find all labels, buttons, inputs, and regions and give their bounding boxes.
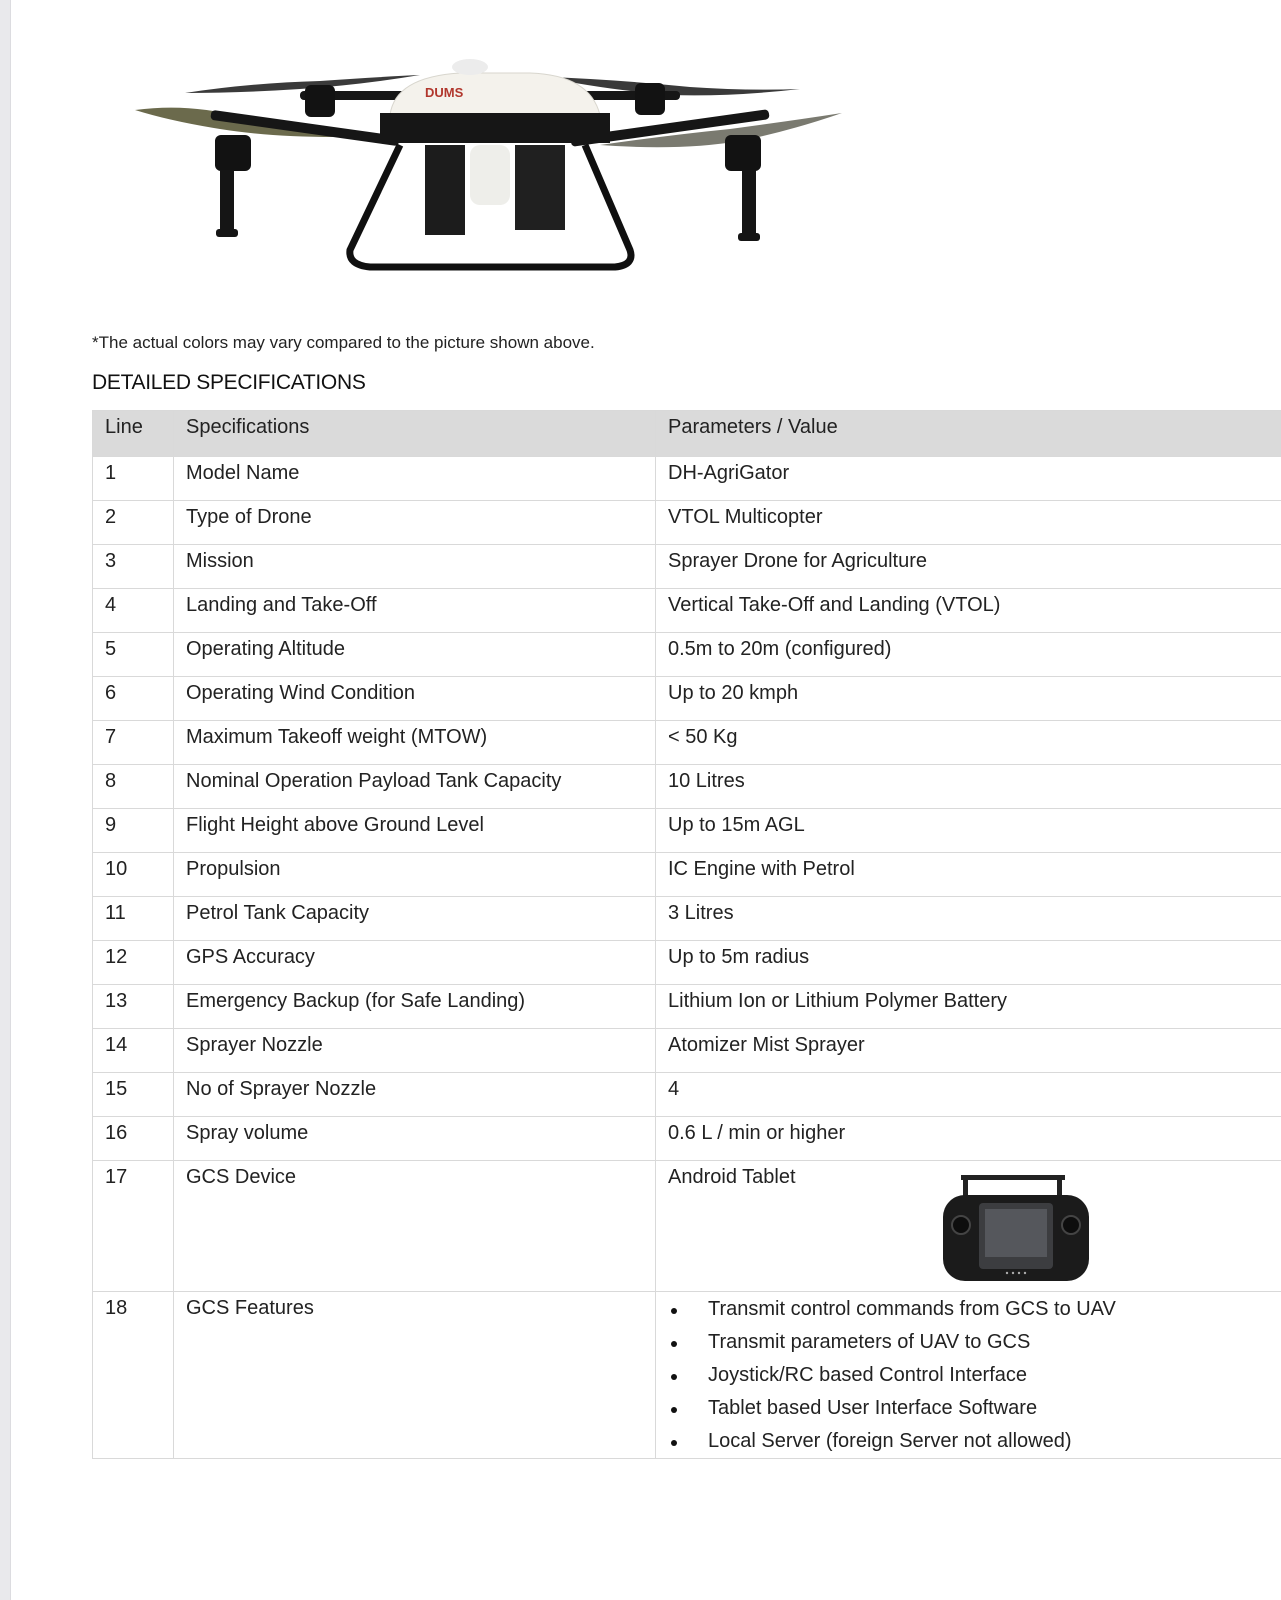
line-number: 14 xyxy=(93,1029,174,1073)
gcs-controller-image xyxy=(941,1173,1091,1283)
table-row xyxy=(93,1161,1281,1292)
spec-value: Atomizer Mist Sprayer xyxy=(656,1029,1281,1073)
table-row xyxy=(93,809,1281,853)
spec-value: 3 Litres xyxy=(656,897,1281,941)
table-row xyxy=(93,501,1281,545)
header-parameters-value: Parameters / Value xyxy=(656,411,1281,457)
line-number: 9 xyxy=(93,809,174,853)
spec-value: Lithium Ion or Lithium Polymer Battery xyxy=(656,985,1281,1029)
line-number: 18 xyxy=(93,1292,174,1459)
spec-name: GPS Accuracy xyxy=(174,941,656,985)
table-row xyxy=(93,941,1281,985)
spec-name: Operating Wind Condition xyxy=(174,677,656,721)
list-item: Transmit parameters of UAV to GCS xyxy=(668,1326,1269,1359)
line-number: 16 xyxy=(93,1117,174,1161)
spec-name: No of Sprayer Nozzle xyxy=(174,1073,656,1117)
line-number: 12 xyxy=(93,941,174,985)
drone-brand-logo: DUMS xyxy=(425,85,464,100)
spec-value: VTOL Multicopter xyxy=(656,501,1281,545)
table-header-row xyxy=(93,411,1281,457)
spec-name: Type of Drone xyxy=(174,501,656,545)
list-item: Tablet based User Interface Software xyxy=(668,1392,1269,1425)
section-title: DETAILED SPECIFICATIONS xyxy=(92,371,366,394)
line-number: 13 xyxy=(93,985,174,1029)
table-row xyxy=(93,457,1281,501)
spec-value-cell xyxy=(656,1161,1281,1292)
line-number: 6 xyxy=(93,677,174,721)
spec-value: < 50 Kg xyxy=(656,721,1281,765)
table-row xyxy=(93,1073,1281,1117)
spec-name: Spray volume xyxy=(174,1117,656,1161)
page-edge-strip xyxy=(0,0,11,1600)
spec-value: 10 Litres xyxy=(656,765,1281,809)
header-specifications: Specifications xyxy=(174,411,656,457)
table-row xyxy=(93,633,1281,677)
table-row xyxy=(93,1117,1281,1161)
spec-value: 0.6 L / min or higher xyxy=(656,1117,1281,1161)
spec-value: Sprayer Drone for Agriculture xyxy=(656,545,1281,589)
spec-value: 0.5m to 20m (configured) xyxy=(656,633,1281,677)
spec-name: Propulsion xyxy=(174,853,656,897)
spec-name: Mission xyxy=(174,545,656,589)
table-row xyxy=(93,985,1281,1029)
table-row xyxy=(93,677,1281,721)
spec-name: Petrol Tank Capacity xyxy=(174,897,656,941)
spec-name: Operating Altitude xyxy=(174,633,656,677)
specifications-table xyxy=(92,410,1281,1459)
spec-value-cell xyxy=(656,1292,1281,1459)
spec-value: Up to 15m AGL xyxy=(656,809,1281,853)
spec-name: Model Name xyxy=(174,457,656,501)
line-number: 5 xyxy=(93,633,174,677)
spec-name: Emergency Backup (for Safe Landing) xyxy=(174,985,656,1029)
table-row xyxy=(93,897,1281,941)
header-line: Line xyxy=(93,411,174,457)
spec-value: Vertical Take-Off and Landing (VTOL) xyxy=(656,589,1281,633)
list-item: Joystick/RC based Control Interface xyxy=(668,1359,1269,1392)
line-number: 10 xyxy=(93,853,174,897)
color-disclaimer-note: *The actual colors may vary compared to the picture shown above. xyxy=(92,333,595,352)
line-number: 4 xyxy=(93,589,174,633)
table-row xyxy=(93,545,1281,589)
spec-name: Landing and Take-Off xyxy=(174,589,656,633)
line-number: 1 xyxy=(93,457,174,501)
spec-name: GCS Features xyxy=(174,1292,656,1459)
table-row xyxy=(93,1292,1281,1459)
table-row xyxy=(93,721,1281,765)
table-row xyxy=(93,589,1281,633)
table-row xyxy=(93,765,1281,809)
spec-name: Flight Height above Ground Level xyxy=(174,809,656,853)
table-row xyxy=(93,1029,1281,1073)
line-number: 15 xyxy=(93,1073,174,1117)
spec-name: GCS Device xyxy=(174,1161,656,1292)
spec-value: IC Engine with Petrol xyxy=(656,853,1281,897)
line-number: 8 xyxy=(93,765,174,809)
spec-name: Maximum Takeoff weight (MTOW) xyxy=(174,721,656,765)
spec-value: Up to 5m radius xyxy=(656,941,1281,985)
spec-value: DH-AgriGator xyxy=(656,457,1281,501)
line-number: 2 xyxy=(93,501,174,545)
gcs-features-list xyxy=(668,1293,1269,1458)
spec-value: Android Tablet xyxy=(668,1166,796,1188)
line-number: 11 xyxy=(93,897,174,941)
drone-product-image xyxy=(130,55,850,295)
list-item: Transmit control commands from GCS to UAV xyxy=(668,1293,1269,1326)
spec-value: Up to 20 kmph xyxy=(656,677,1281,721)
line-number: 3 xyxy=(93,545,174,589)
spec-name: Nominal Operation Payload Tank Capacity xyxy=(174,765,656,809)
spec-name: Sprayer Nozzle xyxy=(174,1029,656,1073)
line-number: 7 xyxy=(93,721,174,765)
table-row xyxy=(93,853,1281,897)
list-item: Local Server (foreign Server not allowed) xyxy=(668,1425,1269,1458)
spec-value: 4 xyxy=(656,1073,1281,1117)
line-number: 17 xyxy=(93,1161,174,1292)
